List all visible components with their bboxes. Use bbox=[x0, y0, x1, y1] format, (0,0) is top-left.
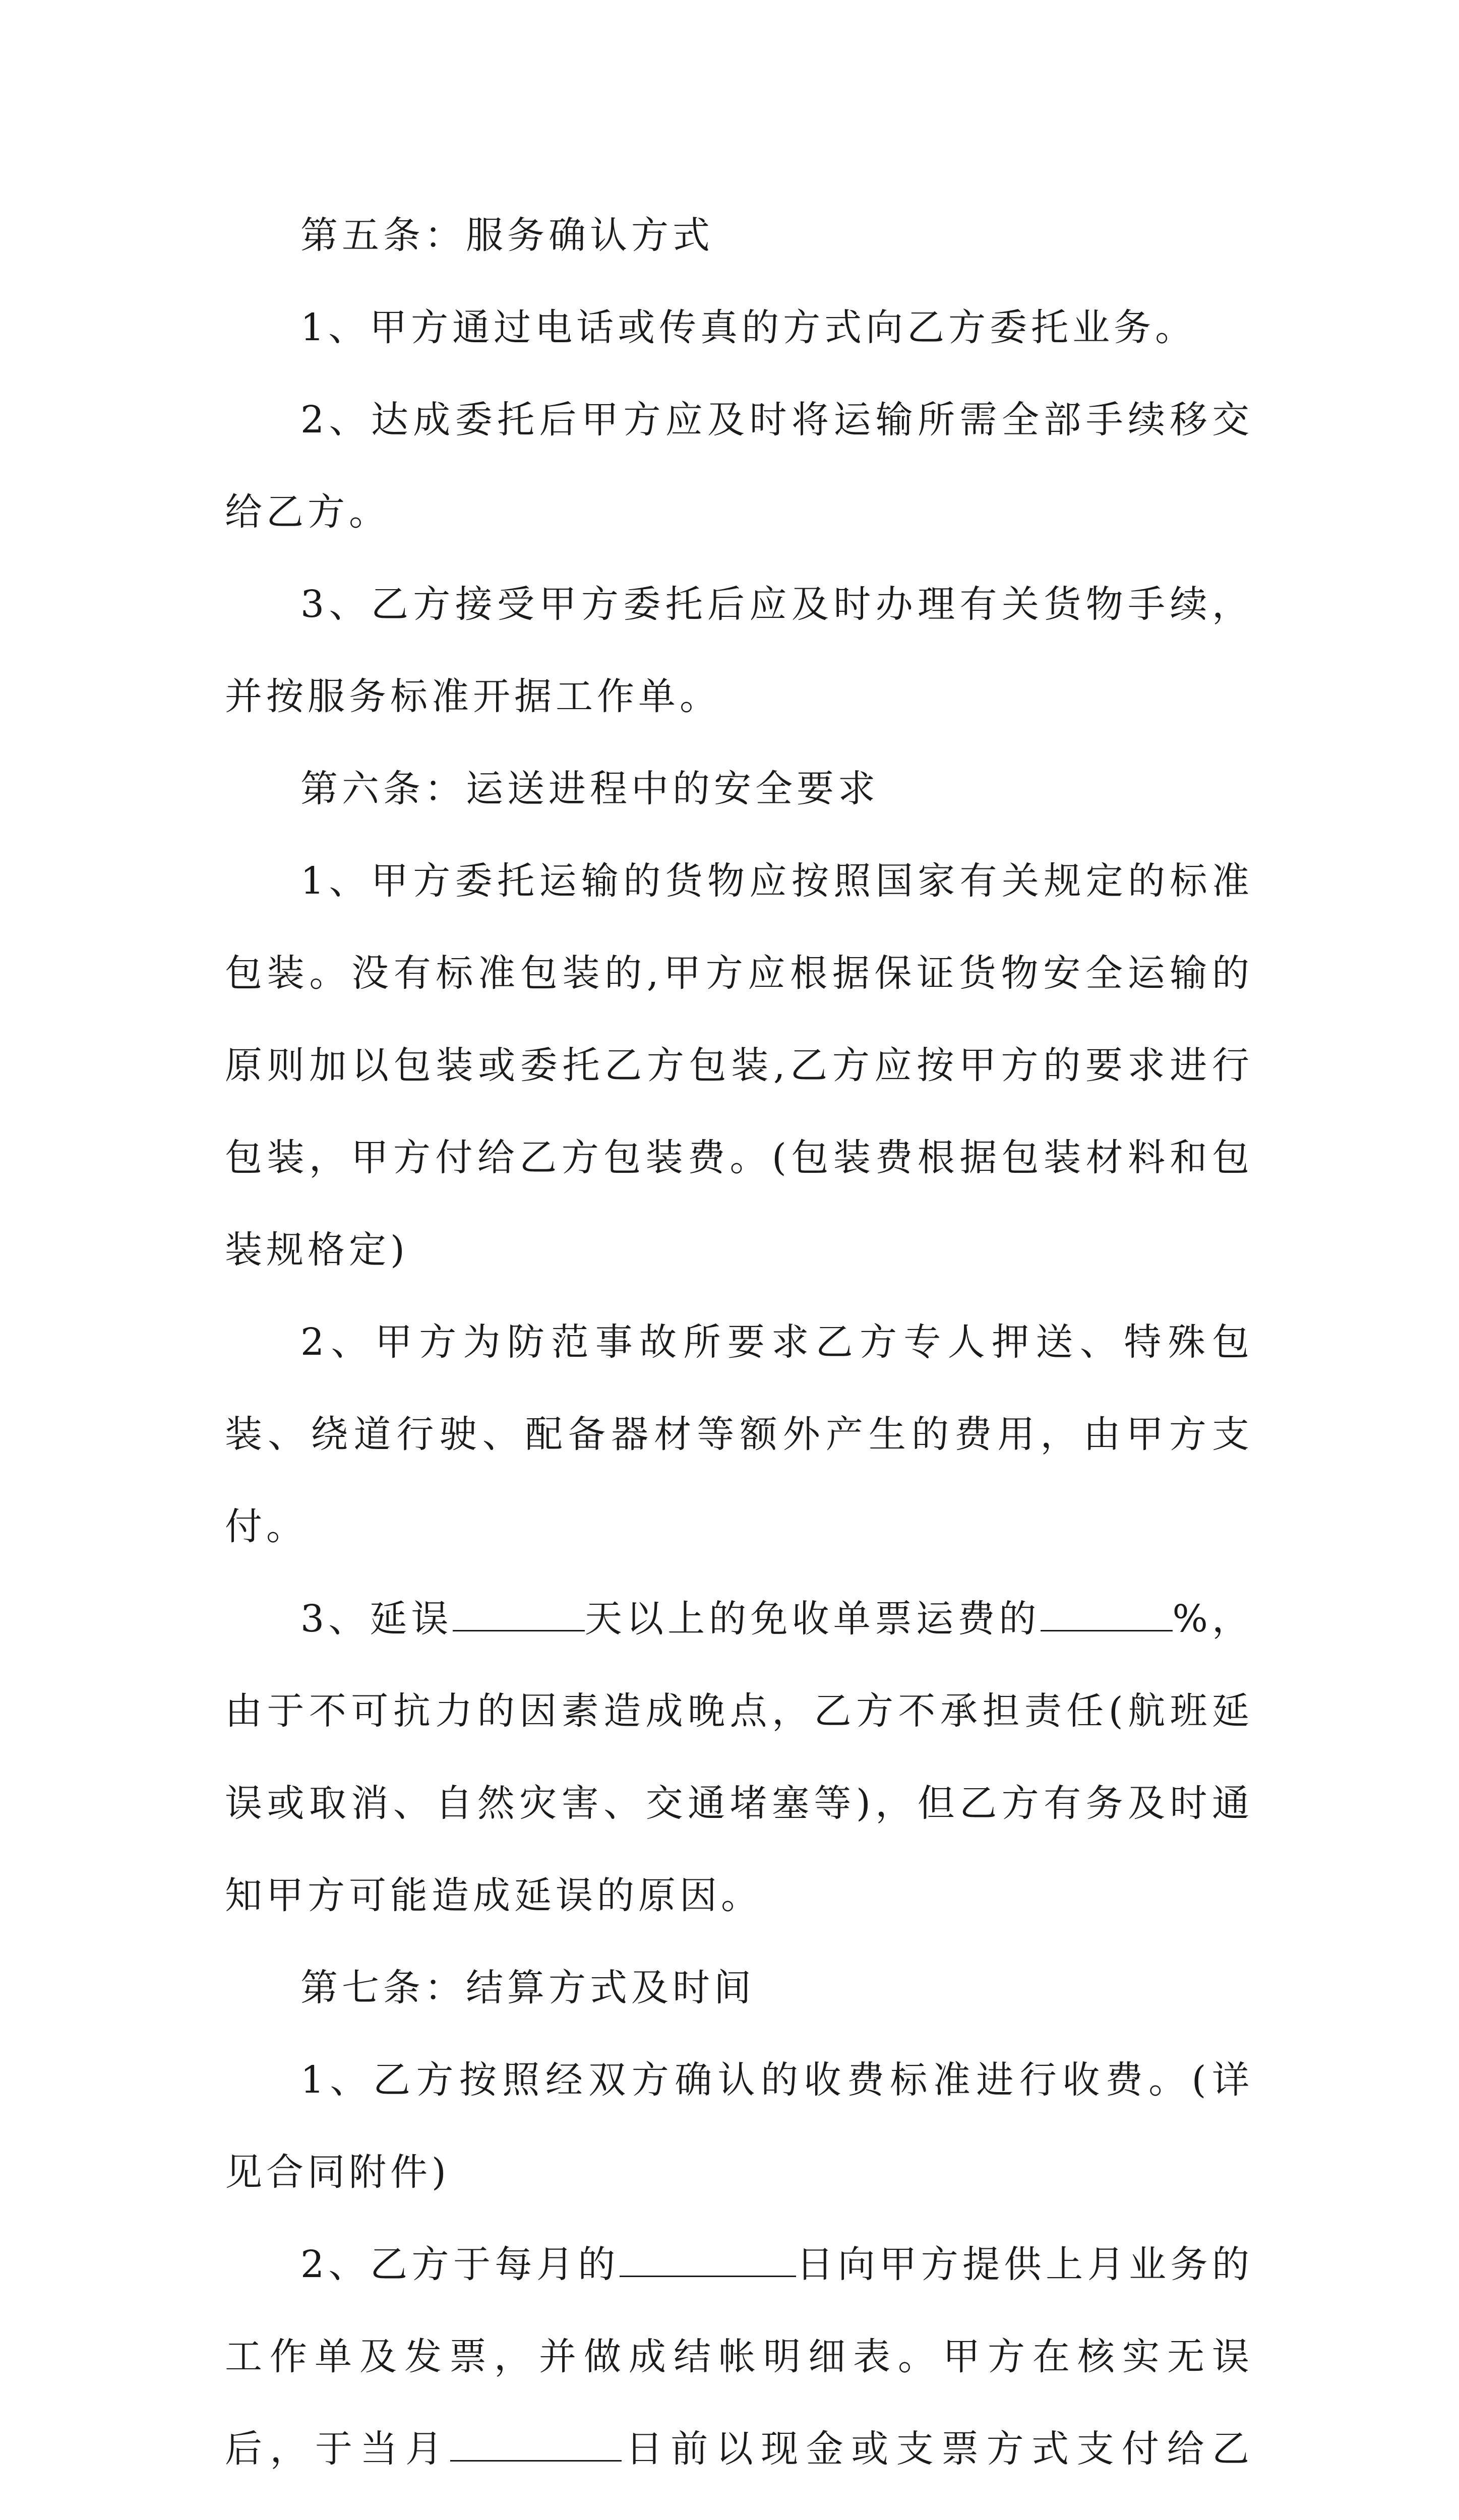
section6-item1: 1、甲方委托运输的货物应按照国家有关规定的标准包装。没有标准包装的,甲方应根据保证货物安全运输的原则加以包装或委托乙方包装,乙方应按甲方的要求进行包装，甲方付给乙方包装费。(包装费根据包装材料和包装规格定) bbox=[225, 859, 1253, 1272]
section6-heading: 第六条：运送进程中的安全要求 bbox=[300, 767, 879, 810]
document-body bbox=[225, 190, 1253, 2520]
section5-item2: 2、达成委托后甲方应及时将运输所需全部手续移交给乙方。 bbox=[225, 398, 1253, 534]
payment-day-blank[interactable] bbox=[450, 2430, 622, 2462]
section6-item3-text-b: 天以上的免收单票运费的 bbox=[584, 1597, 1041, 1641]
section5-item1: 1、甲方通过电话或传真的方式向乙方委托业务。 bbox=[300, 306, 1197, 349]
section6-item2: 2、甲方为防范事故所要求乙方专人押送、特殊包装、绕道行驶、配备器材等额外产生的费用，由甲方支付。 bbox=[225, 1320, 1253, 1548]
section5-heading: 第五条：服务确认方式 bbox=[300, 214, 714, 257]
section7-item2 bbox=[225, 2219, 1253, 2520]
freight-percent-blank[interactable] bbox=[1041, 1600, 1173, 1631]
section6-item3 bbox=[225, 1573, 1253, 1942]
section6-item3-text-c: %，由于不可抗力的因素造成晚点，乙方不承担责任(航班延误或取消、自然灾害、交通堵塞等)，但乙方有务及时通知甲方可能造成延误的原因。 bbox=[225, 1597, 1253, 1917]
section7-item1: 1、乙方按照经双方确认的收费标准进行收费。(详见合同附件) bbox=[225, 2058, 1253, 2194]
section6-item3-text-a: 3、延误 bbox=[300, 1597, 453, 1641]
section7-heading: 第七条：结算方式及时间 bbox=[300, 1966, 755, 2009]
section7-item2-text-b: 日向甲方提供上月业务的工作单及发票，并做成结帐明细表。甲方在核实无误后，于当月 bbox=[225, 2243, 1253, 2471]
section7-item2-text-a: 2、乙方于每月的 bbox=[300, 2243, 620, 2286]
monthly-day-blank[interactable] bbox=[620, 2245, 796, 2277]
delay-days-blank[interactable] bbox=[453, 1600, 585, 1631]
section7-item2-text-c: 日前以现金或支票方式支付给乙 bbox=[622, 2427, 1254, 2471]
section5-item3: 3、乙方接受甲方委托后应及时办理有关货物手续，并按服务标准开据工作单。 bbox=[225, 583, 1253, 718]
